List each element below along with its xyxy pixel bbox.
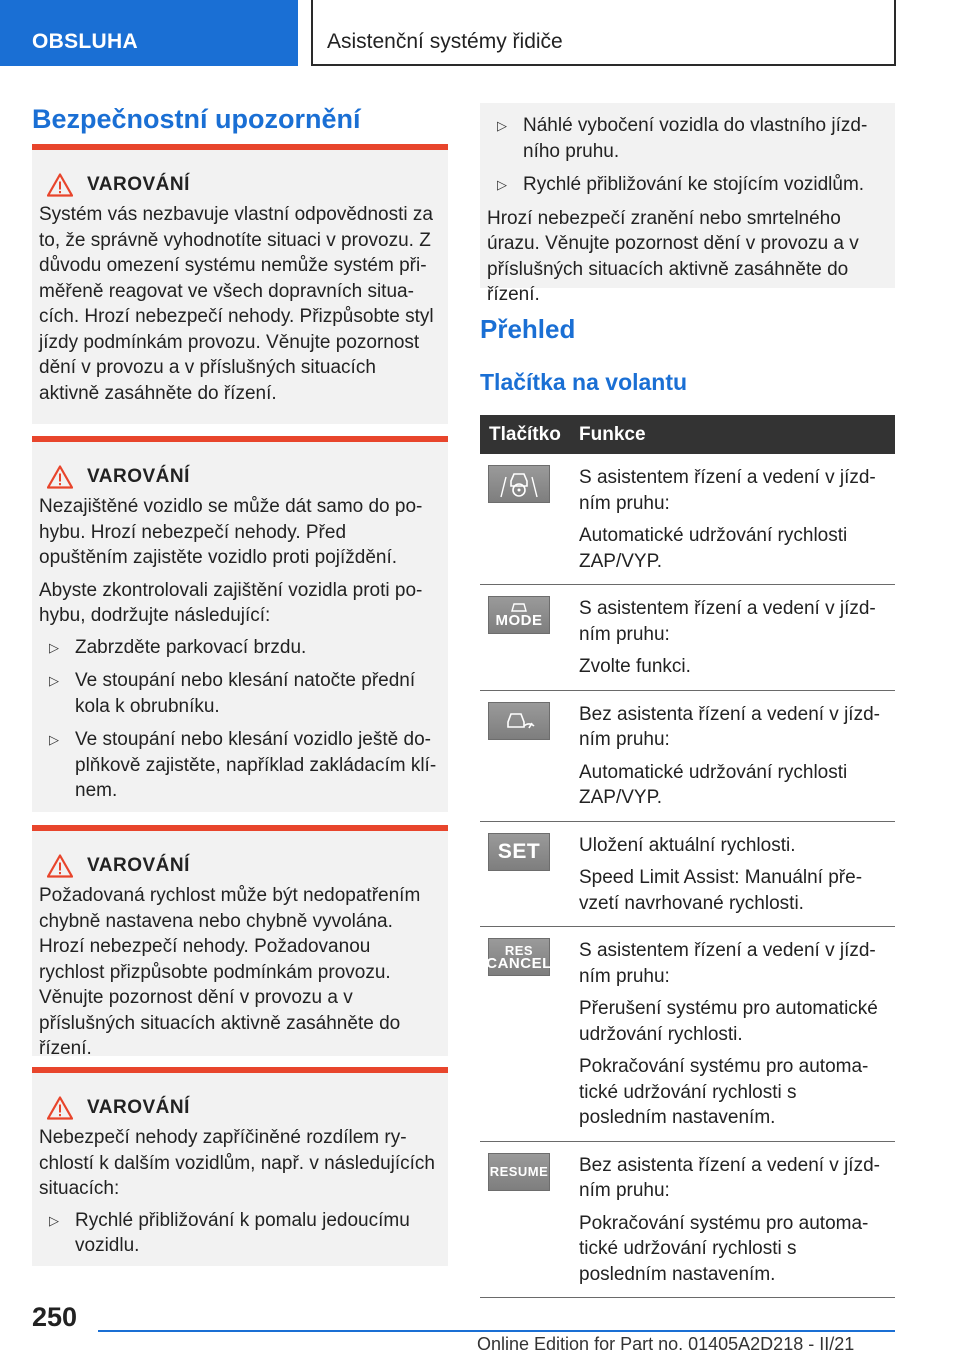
warning-text: Abyste zkontrolovali zajištění vozidla proti pohybu, dodržujte následující:	[39, 579, 423, 626]
page-number: 250	[32, 1302, 78, 1332]
set-button-icon: SET	[488, 833, 550, 871]
warning-list	[487, 113, 885, 198]
table-row	[480, 691, 895, 822]
triangle-bullet-icon: ▷	[49, 732, 59, 747]
warning-header	[47, 464, 438, 490]
cruise-control-button-icon	[488, 702, 550, 740]
table-row	[480, 585, 895, 691]
warning-list	[39, 1208, 438, 1259]
triangle-bullet-icon: ▷	[49, 639, 59, 655]
button-cell	[480, 938, 579, 1131]
function-cell: S asistentem řízení a vedení v jízdním pruhu: Zvolte funkci.	[579, 598, 876, 677]
page-title: Bezpečnostní upozornění	[32, 104, 361, 134]
warning-box-4	[32, 1067, 448, 1266]
warning-text: Nezajištěné vozidlo se může dát samo do pohybu. Hrozí nebezpečí nehody. Před opuštěním zajistěte vozidlo proti pojíždění.	[39, 496, 423, 568]
column-header-button: Tlačítko	[489, 423, 561, 445]
warning-text: Hrozí nebezpečí zranění nebo smrtelného úrazu. Věnujte pozornost dění v provozu a v příslušných situacích aktivně zasáhněte do řízení.	[487, 207, 859, 305]
button-cell	[480, 596, 579, 680]
list-item: ▷ Ve stoupání nebo klesání vozidlo ještě doplňkově zajistěte, například zakládacím klínem.	[49, 729, 437, 801]
edition-footer[interactable]: Online Edition for Part no. 01405A2D218 - II/21	[477, 1334, 855, 1354]
function-cell: S asistentem řízení a vedení v jízdním pruhu: Automatické udržování rychlosti ZAP/VYP.	[579, 467, 876, 572]
warning-triangle-icon	[47, 173, 73, 197]
button-cell	[480, 1153, 579, 1288]
table-header	[480, 415, 895, 454]
warning-label: VAROVÁNÍ	[87, 1097, 190, 1118]
resume-button-icon: RESUME	[488, 1153, 550, 1191]
button-cell	[480, 833, 579, 917]
res-cancel-button-icon: RES CANCEL	[488, 938, 550, 976]
function-cell: Bez asistenta řízení a vedení v jízdním pruhu: Pokračování systému pro automatické udržování rychlosti s posledním nastavením.	[579, 1154, 880, 1285]
warning-label: VAROVÁNÍ	[87, 855, 190, 876]
warning-box-2	[32, 436, 448, 812]
warning-box-1	[32, 144, 448, 424]
triangle-bullet-icon: ▷	[49, 1212, 59, 1228]
warning-label: VAROVÁNÍ	[87, 174, 190, 195]
table-row	[480, 1142, 895, 1299]
list-item: ▷ Náhlé vybočení vozidla do vlastního jízdního pruhu.	[497, 115, 868, 162]
column-header-function: Funkce	[579, 423, 646, 445]
warning-text: Nebezpečí nehody zapříčiněné rozdílem rychlostí k dalším vozidlům, např. v následujících situacích:	[39, 1127, 436, 1199]
section-heading: Přehled	[480, 314, 576, 344]
list-item: ▷ Rychlé přibližování k pomalu jedoucímu vozidlu.	[49, 1209, 410, 1256]
warning-label: VAROVÁNÍ	[87, 466, 190, 487]
warning-continuation	[480, 103, 895, 305]
warning-text: Systém vás nezbavuje vlastní odpovědnosti za to, že správně vyhodnotíte situaci v provozu. Z důvodu omezení systému nemůže systém přiměřeně reagovat ve všech dopravních situacích. Hrozí nebezpečí nehody. Přizpůsobte styl jízdy podmínkám provozu. Věnujte pozornost dění v provozu a v příslušných situacích aktivně zasáhněte do řízení.	[39, 204, 434, 404]
subsection-heading: Tlačítka na volantu	[480, 369, 688, 395]
warning-list	[39, 635, 438, 804]
button-cell	[480, 465, 579, 574]
warning-triangle-icon	[47, 854, 73, 878]
table-row	[480, 822, 895, 928]
footer-divider	[98, 1330, 895, 1332]
triangle-bullet-icon: ▷	[49, 673, 59, 688]
section-tab[interactable]: OBSLUHA	[0, 0, 298, 66]
warning-header	[47, 1095, 438, 1121]
list-item: ▷ Rychlé přibližování ke stojícím vozidlům.	[487, 172, 885, 198]
page-header	[0, 0, 960, 66]
warning-triangle-icon	[47, 465, 73, 489]
button-cell	[480, 702, 579, 811]
function-cell: Uložení aktuální rychlosti. Speed Limit Assist: Manuální převzetí navrhované rychlosti.	[579, 834, 863, 914]
warning-text: Požadovaná rychlost může být nedopatřením chybně nastavena nebo chybně vyvolána. Hrozí nebezpečí nehody. Požadovanou rychlost přizpůsobte podmínkám provozu. Věnujte pozornost dění v provozu a v příslušných situacích aktivně zasáhněte do řízení.	[39, 885, 421, 1059]
warning-triangle-icon	[47, 1096, 73, 1120]
mode-button-icon: MODE	[488, 596, 550, 634]
table-row	[480, 927, 895, 1142]
warning-header	[47, 853, 438, 879]
lane-assist-steering-wheel-button-icon	[488, 465, 550, 503]
steering-buttons-table	[480, 415, 895, 1298]
triangle-bullet-icon: ▷	[497, 177, 507, 192]
function-cell: S asistentem řízení a vedení v jízdním pruhu: Přerušení systému pro automatické udržování rychlosti. Pokračování systému pro automatické udržování rychlosti s posledním nastavením.	[579, 940, 878, 1128]
list-item: ▷ Zabrzděte parkovací brzdu.	[39, 635, 438, 661]
chapter-title: Asistenční systémy řidiče	[311, 0, 896, 66]
list-item: ▷ Ve stoupání nebo klesání natočte přední kola k obrubníku.	[49, 670, 416, 717]
table-row	[480, 454, 895, 585]
function-cell: Bez asistenta řízení a vedení v jízdním pruhu: Automatické udržování rychlosti ZAP/VYP.	[579, 703, 880, 808]
triangle-bullet-icon: ▷	[497, 118, 507, 133]
warning-box-3	[32, 825, 448, 1059]
warning-header	[47, 172, 438, 198]
